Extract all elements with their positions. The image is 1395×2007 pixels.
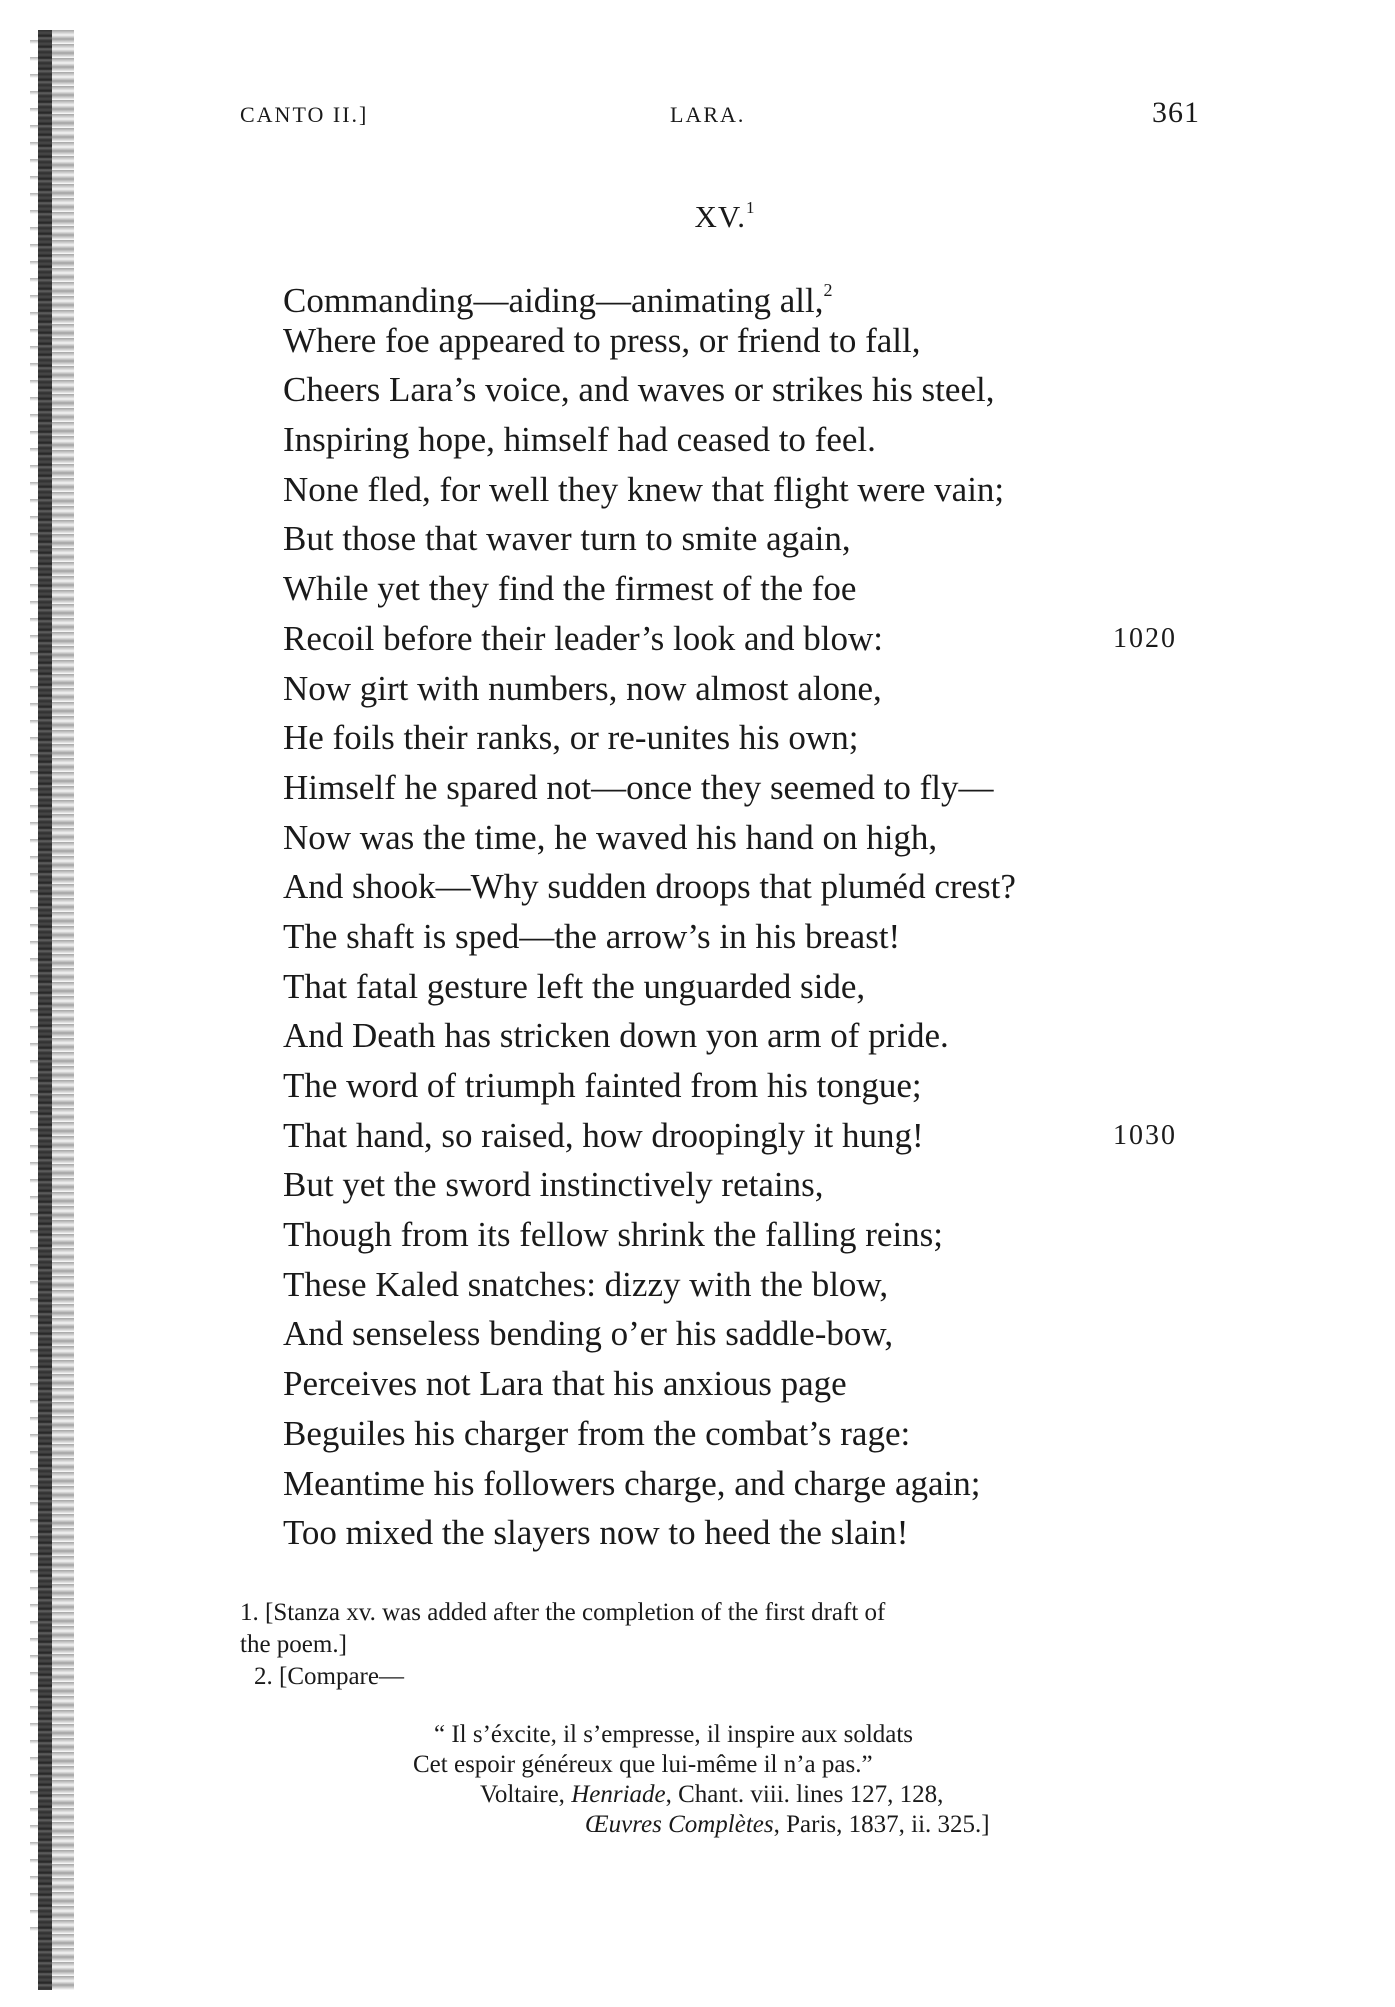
citation-line-1	[480, 1780, 943, 1810]
quote-line-1: “ Il s’éxcite, il s’empresse, il inspire aux soldats	[434, 1721, 914, 1748]
poem-line-text: Recoil before their leader’s look and blow:	[283, 618, 883, 658]
poem-line-text: Beguiles his charger from the combat’s rage:	[283, 1413, 911, 1453]
footnote-2: 2. [Compare—	[254, 1663, 404, 1690]
page-number: 361	[1152, 96, 1200, 129]
poem-line-text: But yet the sword instinctively retains,	[283, 1165, 824, 1205]
poem-line-text: None fled, for well they knew that flight were vain;	[283, 469, 1005, 509]
poem-line	[283, 365, 1203, 415]
poem-line-text: Himself he spared not—once they seemed to fly—	[283, 767, 994, 807]
poem-line	[283, 1061, 1203, 1111]
poem-line-text: Though from its fellow shrink the falling reins;	[283, 1215, 944, 1255]
stanza-note-ref: 1	[746, 198, 756, 217]
poem-line-text: The shaft is sped—the arrow’s in his breast!	[283, 916, 901, 956]
stanza-numeral: XV.	[694, 199, 747, 234]
line-number: 1030	[1113, 1119, 1177, 1151]
poem-line	[283, 1160, 1203, 1210]
poem-line	[283, 962, 1203, 1012]
poem-line	[283, 1459, 1203, 1509]
citation-publication: , Paris, 1837, ii. 325.]	[773, 1811, 990, 1838]
poem-line-text: The word of triumph fainted from his tongue;	[283, 1066, 922, 1105]
poem-line-text: Too mixed the slayers now to heed the slain!	[283, 1513, 909, 1553]
poem-line	[283, 1111, 1203, 1161]
citation-lines: , Chant. viii. lines 127, 128,	[665, 1781, 944, 1808]
running-head	[240, 96, 1200, 136]
quote-line-2: Cet espoir généreux que lui-même il n’a pas.”	[413, 1751, 873, 1778]
poem-line-text: But those that waver turn to smite again,	[283, 519, 851, 559]
poem-line	[283, 1011, 1203, 1061]
line-number: 1020	[1113, 622, 1177, 654]
poem-line-text: Cheers Lara’s voice, and waves or strikes his steel,	[283, 370, 995, 410]
citation-collection: Œuvres Complètes	[585, 1811, 774, 1838]
footnotes	[240, 1597, 1200, 1693]
citation-line-2	[585, 1810, 990, 1840]
poem-title: LARA.	[670, 102, 746, 127]
poem-line	[283, 316, 1203, 366]
poem-line-text: Where foe appeared to press, or friend to fall,	[283, 320, 921, 360]
poem-line	[283, 1309, 1203, 1359]
poem-line	[283, 1260, 1203, 1310]
poem-body	[283, 266, 1203, 1558]
poem-line-text: While yet they find the firmest of the foe	[283, 569, 857, 609]
poem-line-text: Meantime his followers charge, and charge again;	[283, 1463, 981, 1503]
poem-line	[283, 664, 1203, 714]
poem-line-text: Perceives not Lara that his anxious page	[283, 1364, 847, 1404]
poem-line	[283, 813, 1203, 863]
poem-line	[283, 1508, 1203, 1558]
poem-line	[283, 713, 1203, 763]
poem-line-text: And Death has stricken down yon arm of pride.	[283, 1016, 949, 1056]
citation-author: Voltaire,	[480, 1781, 572, 1808]
poem-line	[283, 514, 1203, 564]
poem-line	[283, 266, 1203, 320]
poem-line	[283, 1359, 1203, 1409]
poem-line	[283, 763, 1203, 813]
footnote-1: 1. [Stanza xv. was added after the completion of the first draft of	[240, 1599, 886, 1626]
poem-line-text: He foils their ranks, or re-unites his own;	[283, 718, 859, 758]
gutter-shadow	[52, 30, 74, 1990]
poem-line	[283, 564, 1203, 614]
poem-line-text: Inspiring hope, himself had ceased to feel.	[283, 420, 876, 460]
poem-line-text: Commanding—aiding—animating all,	[283, 281, 824, 320]
stanza-heading	[0, 198, 1395, 235]
poem-line	[283, 1409, 1203, 1459]
poem-line-text: These Kaled snatches: dizzy with the blow,	[283, 1264, 889, 1304]
citation-work: Henriade	[571, 1781, 666, 1808]
poem-line	[283, 415, 1203, 465]
poem-line	[283, 614, 1203, 664]
poem-line	[283, 1210, 1203, 1260]
poem-line-text: Now girt with numbers, now almost alone,	[283, 668, 882, 708]
poem-line-text: And shook—Why sudden droops that pluméd crest?	[283, 867, 1016, 907]
footnote-ref: 2	[823, 280, 833, 300]
poem-line-text: Now was the time, he waved his hand on high,	[283, 817, 938, 857]
poem-line-text: And senseless bending o’er his saddle-bow,	[283, 1314, 894, 1354]
poem-line-text: That fatal gesture left the unguarded side,	[283, 966, 866, 1006]
poem-line-text: That hand, so raised, how droopingly it hung!	[283, 1115, 924, 1155]
poem-line	[283, 465, 1203, 515]
poem-line	[283, 912, 1203, 962]
book-spine-shadow	[38, 30, 52, 1990]
canto-label: CANTO II.]	[240, 102, 369, 127]
gutter-speckle	[30, 40, 38, 1940]
poem-line	[283, 862, 1203, 912]
footnote-1-continued: the poem.]	[240, 1631, 347, 1658]
